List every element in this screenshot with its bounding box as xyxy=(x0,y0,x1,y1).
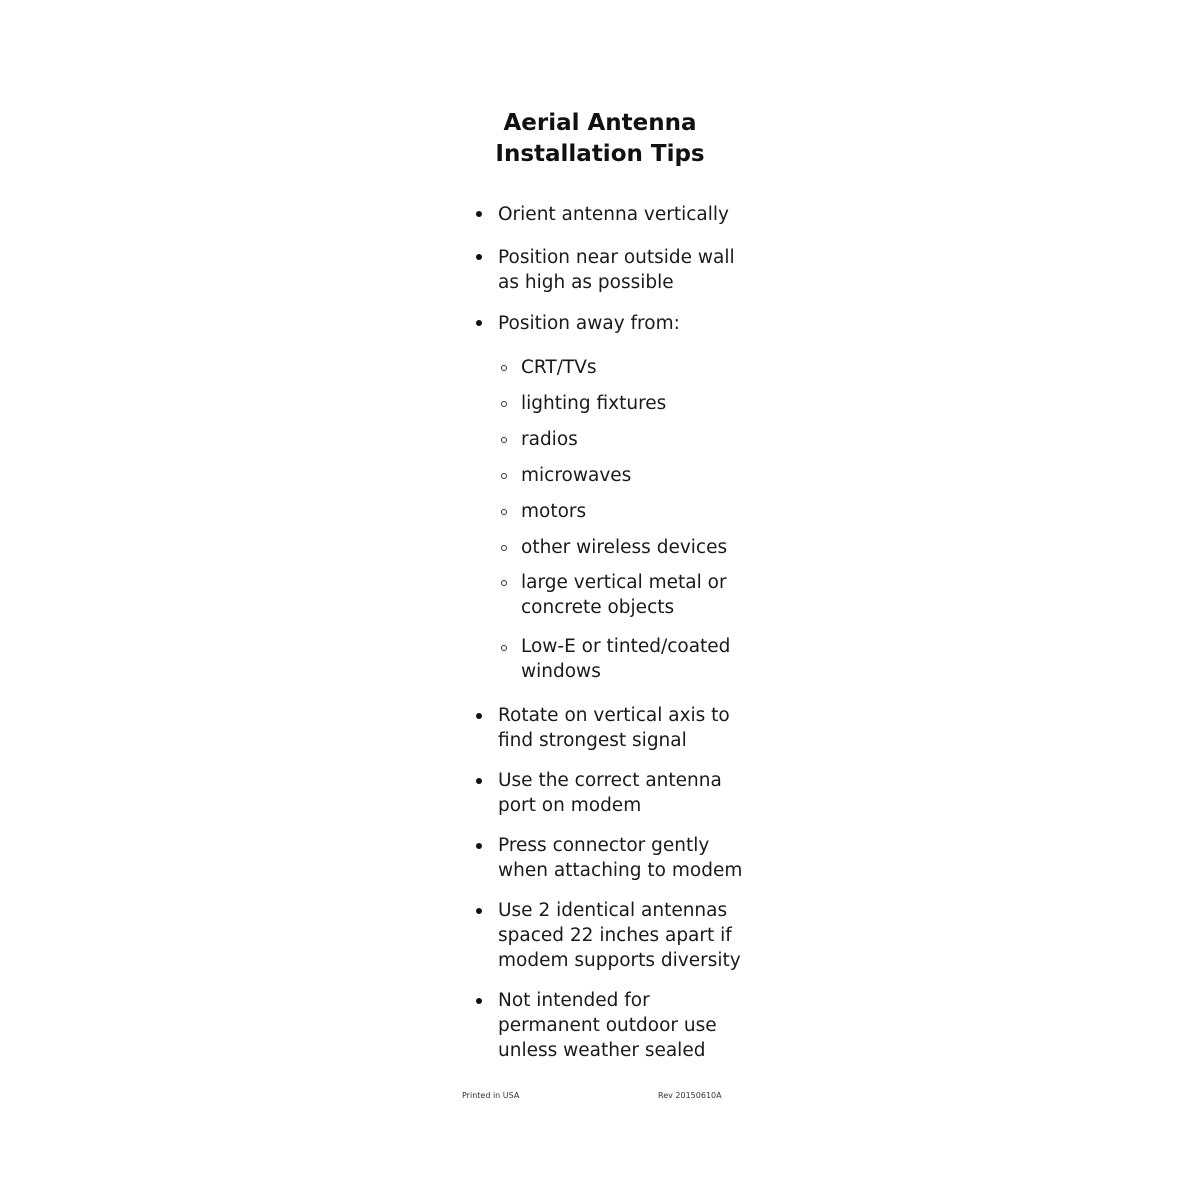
sub-bullet-icon xyxy=(501,545,507,551)
avoid-item-metal-concrete: large vertical metal or concrete objects xyxy=(521,572,727,618)
tip-position-near-wall: Position near outside wall as high as possible xyxy=(498,247,735,293)
tip-rotate: Rotate on vertical axis to find strongest signal xyxy=(498,705,730,751)
bullet-icon xyxy=(476,908,482,914)
bullet-icon xyxy=(476,713,482,719)
avoid-item-wireless: other wireless devices xyxy=(521,537,728,558)
title-line-2: Installation Tips xyxy=(495,141,705,167)
tip-diversity: Use 2 identical antennas spaced 22 inches apart if modem supports diversity xyxy=(498,900,741,971)
sub-bullet-icon xyxy=(501,645,507,651)
footer-revision: Rev 20150610A xyxy=(658,1091,722,1100)
sub-bullet-icon xyxy=(501,509,507,515)
tips-card xyxy=(450,100,750,1120)
sub-bullet-icon xyxy=(501,580,507,586)
bullet-icon xyxy=(476,843,482,849)
tip-orient: Orient antenna vertically xyxy=(498,204,729,225)
tip-press-connector: Press connector gently when attaching to modem xyxy=(498,835,743,881)
tip-correct-port: Use the correct antenna port on modem xyxy=(498,770,722,816)
avoid-item-radios: radios xyxy=(521,429,578,450)
title-line-1: Aerial Antenna xyxy=(503,110,697,136)
avoid-item-motors: motors xyxy=(521,501,587,522)
footer-printed-in: Printed in USA xyxy=(462,1091,520,1100)
avoid-item-microwaves: microwaves xyxy=(521,465,632,486)
avoid-item-windows: Low-E or tinted/coated windows xyxy=(521,636,731,682)
bullet-icon xyxy=(476,998,482,1004)
bullet-icon xyxy=(476,211,482,217)
sub-bullet-icon xyxy=(501,401,507,407)
tip-outdoor-use: Not intended for permanent outdoor use unless weather sealed xyxy=(498,990,717,1061)
avoid-item-crt: CRT/TVs xyxy=(521,357,597,378)
sub-bullet-icon xyxy=(501,473,507,479)
bullet-icon xyxy=(476,778,482,784)
bullet-icon xyxy=(476,254,482,260)
avoid-item-lighting: lighting fixtures xyxy=(521,393,667,414)
sub-bullet-icon xyxy=(501,365,507,371)
tip-position-away: Position away from: xyxy=(498,313,680,334)
bullet-icon xyxy=(476,320,482,326)
document-title xyxy=(450,108,750,170)
sub-bullet-icon xyxy=(501,437,507,443)
